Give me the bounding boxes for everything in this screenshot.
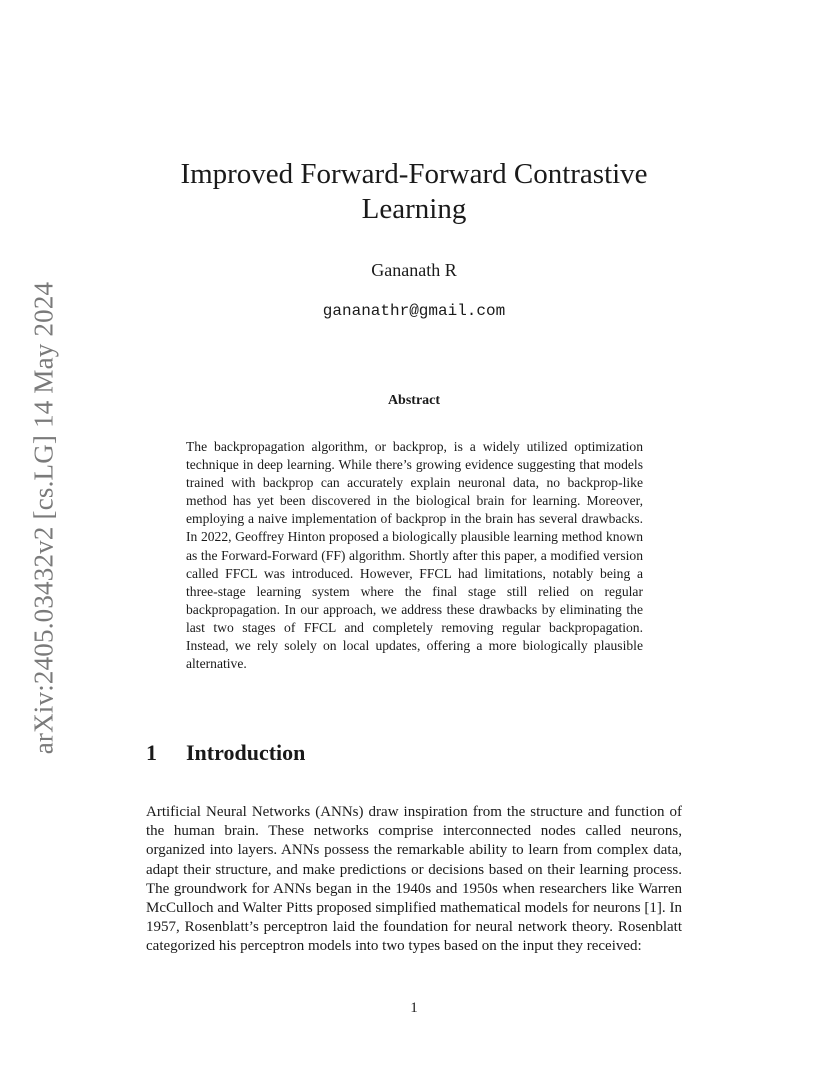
section-number: 1 <box>146 740 157 765</box>
section-title: Introduction <box>186 740 306 765</box>
author-email: gananathr@gmail.com <box>322 302 506 320</box>
page-number: 1 <box>410 1000 418 1016</box>
abstract-heading: Abstract <box>387 393 441 408</box>
arxiv-identifier: arXiv:2405.03432v2 [cs.LG] 14 May 2024 <box>28 281 59 755</box>
author-name: Gananath R <box>371 260 457 280</box>
paper-title: Improved Forward-Forward Contrastive Learning <box>180 158 648 225</box>
introduction-text: Artificial Neural Networks (ANNs) draw inspiration from the structure and function of the human brain. These networks comprise interconnected nodes called neurons, organized into layers. ANNs possess the remarkable ability to learn from complex data, adapt their structure, and make predictions or decisions based on their learning process. The groundwork for ANNs began in the 1940s and 1950s when researchers like Warren McCulloch and Walter Pitts proposed simplified mathematical models for neurons [1]. In 1957, Rosenblatt’s perceptron laid the foundation for neural network theory. Rosenblatt categorized his perceptron models into two types based on the input they received: <box>146 804 682 955</box>
section-heading <box>146 740 305 766</box>
abstract-text: The backpropagation algorithm, or backprop, is a widely utilized optimization technique in deep learning. While there’s growing evidence suggesting that models trained with backprop can accurately explain neuronal data, no backprop-like method has yet been discovered in the biological brain for learning. Moreover, employing a naive implementation of backprop in the brain has several drawbacks. In 2022, Geoffrey Hinton proposed a biologically plausible learning method known as the Forward-Forward (FF) algorithm. Shortly after this paper, a modified version called FFCL was introduced. However, FFCL had limitations, notably being a three-stage learning system where the final stage still relied on regular backpropagation. In our approach, we address these drawbacks by eliminating the last two stages of FFCL and completely removing regular backpropagation. Instead, we rely solely on local updates, offering a more biologically plausible alternative. <box>186 439 643 672</box>
